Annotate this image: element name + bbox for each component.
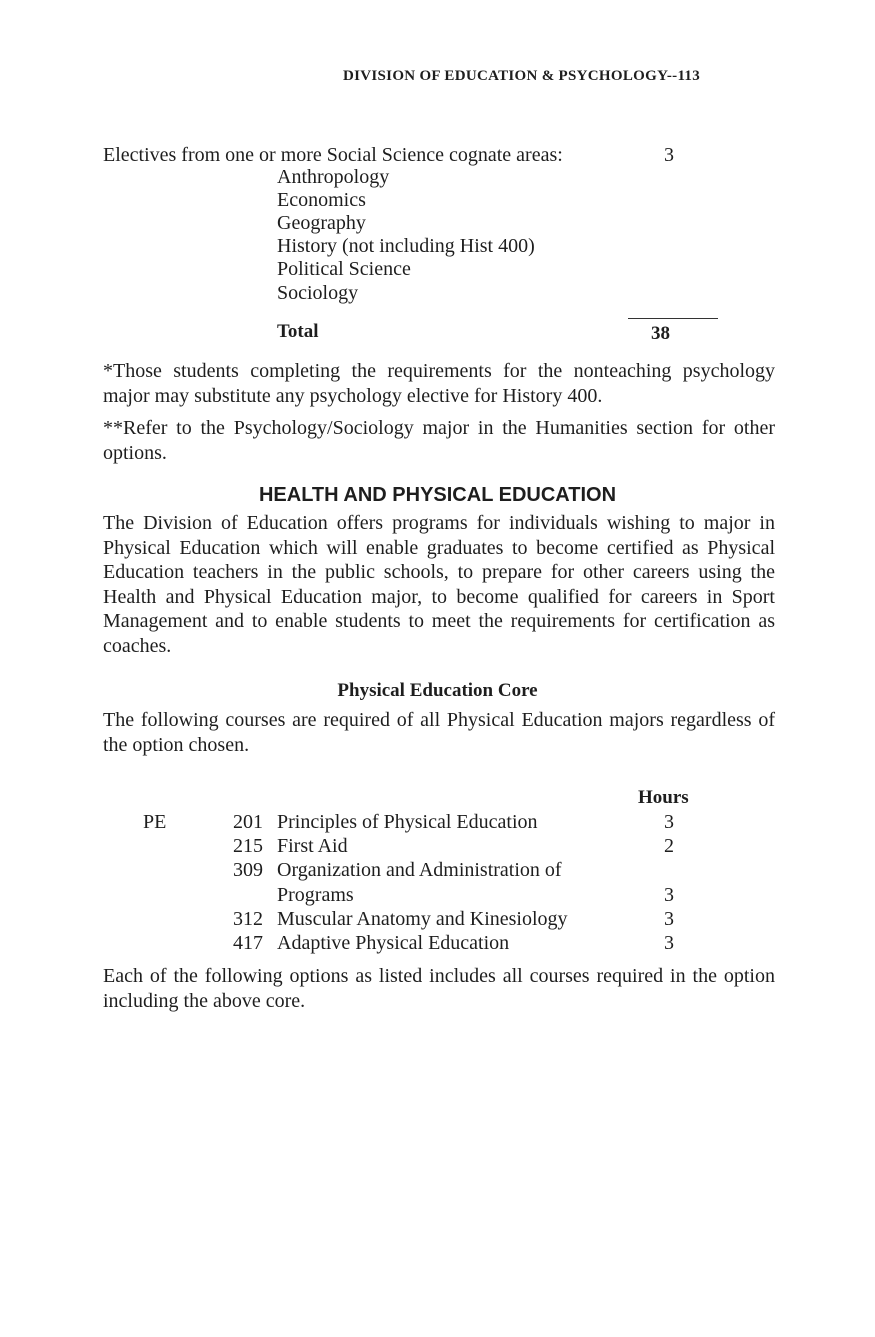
dept-code: PE (143, 811, 167, 833)
elective-area: Geography (277, 212, 366, 234)
course-title: Muscular Anatomy and Kinesiology (277, 908, 568, 930)
closing-paragraph: Each of the following options as listed includes all courses required in the option including the above core. (103, 965, 775, 1012)
course-hours: 3 (664, 811, 674, 833)
electives-hours: 3 (664, 144, 674, 166)
course-number: 201 (233, 811, 263, 833)
subsection-paragraph: The following courses are required of all Physical Education majors regardless of the option chosen. (103, 709, 775, 756)
course-title: Principles of Physical Education (277, 811, 538, 833)
section-paragraph: The Division of Education offers programs for individuals wishing to major in Physical Education which will enable graduates to become certified as Physical Education teachers in the public schools, to prepare for other careers using the Health and Physical Education major, to become qualified for careers in Sport Management and to enable students to meet the requirements for certification as coaches. (103, 512, 775, 657)
course-number: 309 (233, 859, 263, 881)
total-rule (628, 318, 718, 319)
elective-area: Political Science (277, 258, 411, 280)
subsection-heading: Physical Education Core (337, 680, 538, 701)
course-hours: 3 (664, 932, 674, 954)
course-number: 417 (233, 932, 263, 954)
elective-area: Economics (277, 189, 366, 211)
hours-header: Hours (638, 787, 689, 808)
footnote-2: **Refer to the Psychology/Sociology major in the Humanities section for other options. (103, 417, 775, 464)
running-head: DIVISION OF EDUCATION & PSYCHOLOGY--113 (343, 68, 701, 84)
course-title: Organization and Administration of (277, 859, 562, 881)
total-value: 38 (651, 323, 670, 344)
course-title: Adaptive Physical Education (277, 932, 510, 954)
elective-area: Anthropology (277, 166, 390, 188)
elective-area: Sociology (277, 282, 359, 304)
course-hours: 2 (664, 835, 674, 857)
footnote-1: *Those students completing the requirements for the nonteaching psychology major may substitute any psychology elective for History 400. (103, 360, 775, 407)
course-title-continued: Programs (277, 884, 354, 906)
course-number: 312 (233, 908, 263, 930)
course-number: 215 (233, 835, 263, 857)
course-title: First Aid (277, 835, 348, 857)
section-heading: HEALTH AND PHYSICAL EDUCATION (258, 484, 617, 506)
course-hours: 3 (664, 884, 674, 906)
total-label: Total (277, 321, 319, 342)
course-hours: 3 (664, 908, 674, 930)
electives-intro: Electives from one or more Social Science cognate areas: (103, 144, 563, 166)
elective-area: History (not including Hist 400) (277, 235, 535, 257)
